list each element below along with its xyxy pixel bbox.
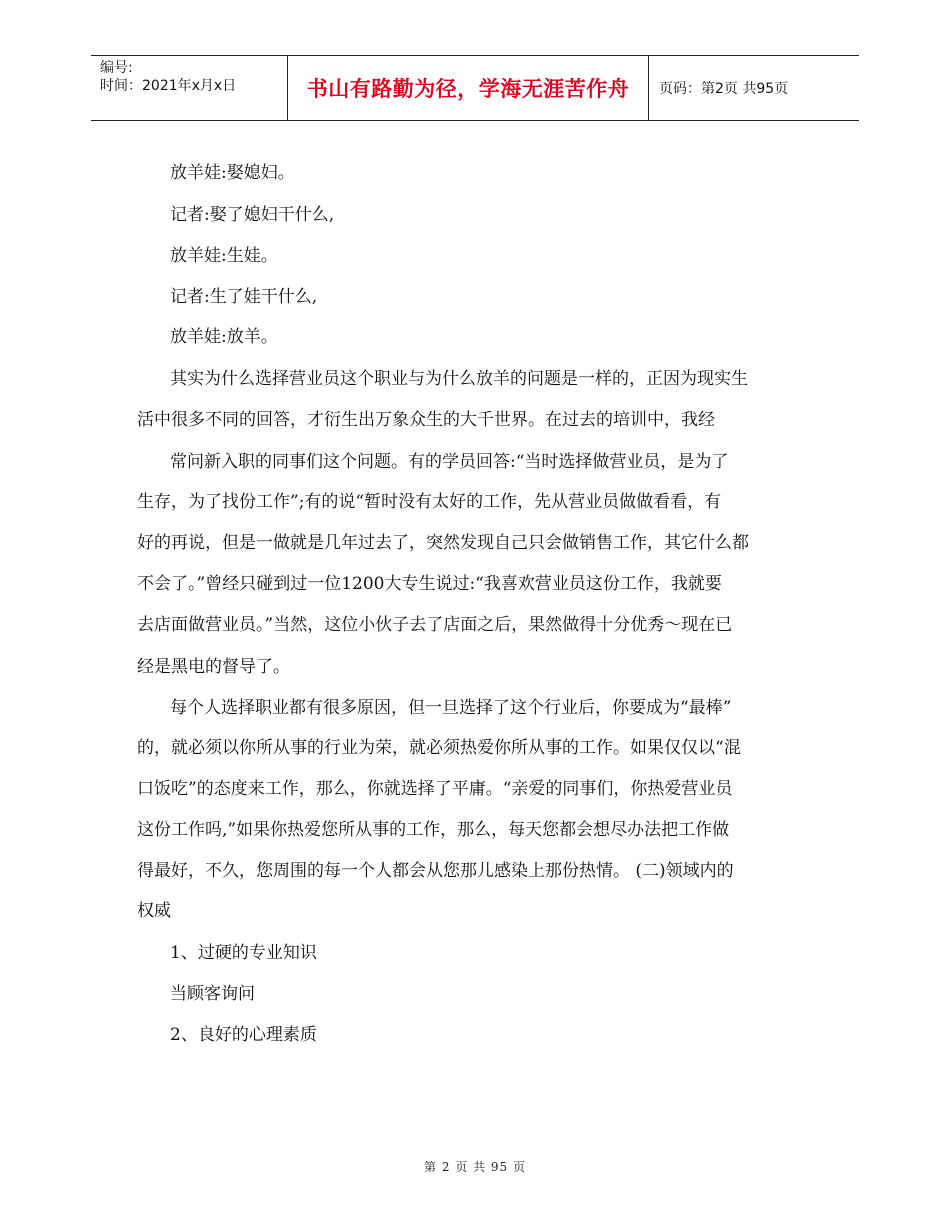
paragraph-line: 活中很多不同的回答，才衍生出万象众生的大千世界。在过去的培训中，我经: [137, 410, 715, 430]
paragraph-line: 好的再说，但是一做就是几年过去了，突然发现自己只会做销售工作，其它什么都: [137, 533, 749, 553]
paragraph-line: 生存，为了找份工作”;有的说“暂时没有太好的工作，先从营业员做做看看，有: [137, 492, 722, 512]
paragraph-line: 放羊娃:生娃。: [170, 246, 278, 266]
paragraph-line: 经是黑电的督导了。: [137, 657, 290, 677]
paragraph-line: 放羊娃:娶媳妇。: [170, 163, 295, 183]
header-meta-cell: [91, 56, 287, 120]
paragraph-line: 记者:生了娃干什么,: [170, 287, 318, 307]
header-page-info: 页码：第2页 共95页: [659, 81, 789, 97]
paragraph-line: 每个人选择职业都有很多原因，但一旦选择了这个行业后，你要成为“最棒”: [170, 698, 732, 718]
paragraph-line: 口饭吃”的态度来工作，那么，你就选择了平庸。“亲爱的同事们，你热爱营业员: [137, 779, 733, 799]
paragraph-line: 这份工作吗,”如果你热爱您所从事的工作，那么，每天您都会想尽办法把工作做: [137, 820, 730, 840]
list-item-heading: 1、过硬的专业知识: [170, 943, 317, 963]
document-code-label: 编号:: [100, 60, 133, 76]
paragraph-line: 去店面做营业员。”当然，这位小伙子去了店面之后，果然做得十分优秀～现在已: [137, 615, 733, 635]
paragraph-line: 常问新入职的同事们这个问题。有的学员回答:“当时选择做营业员，是为了: [170, 452, 729, 472]
document-time-label: 时间：2021年x月x日: [100, 78, 237, 94]
paragraph-line: 记者:娶了媳妇干什么,: [170, 205, 335, 225]
page-footer: 第 2 页 共 95 页: [424, 1160, 526, 1174]
header-motto-cell: [287, 56, 649, 120]
list-item-heading: 2、良好的心理素质: [170, 1025, 317, 1045]
header-motto: 书山有路勤为径，学海无涯苦作舟: [306, 77, 630, 101]
paragraph-line: 不会了。”曾经只碰到过一位1200大专生说过:“我喜欢营业员这份工作，我就要: [137, 574, 722, 594]
paragraph-line: 当顾客询问: [170, 984, 255, 1004]
paragraph-line: 权威: [137, 901, 171, 921]
paragraph-line: 的，就必须以你所从事的行业为荣，就必须热爱你所从事的工作。如果仅仅以“混: [137, 738, 741, 758]
page-header: [91, 55, 859, 121]
header-page-cell: [649, 56, 859, 120]
paragraph-line: 放羊娃:放羊。: [170, 327, 278, 347]
paragraph-line: 得最好，不久，您周围的每一个人都会从您那儿感染上那份热情。 (二)领域内的: [137, 861, 734, 881]
paragraph-line: 其实为什么选择营业员这个职业与为什么放羊的问题是一样的，正因为现实生: [170, 369, 748, 389]
